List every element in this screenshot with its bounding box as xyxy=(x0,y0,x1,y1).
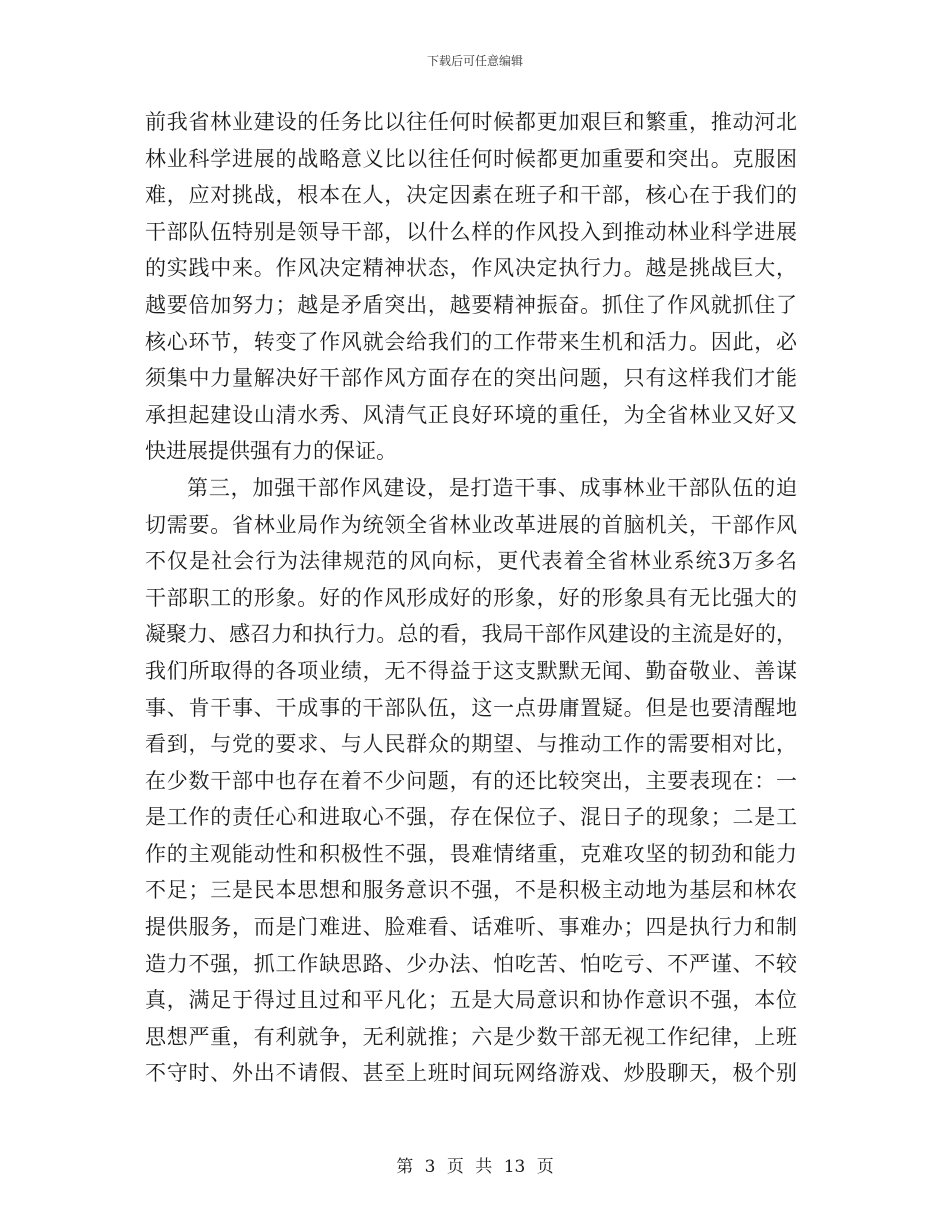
body-line: 作的主观能动性和积极性不强，畏难情绪重，克难攻坚的韧劲和能力 xyxy=(145,841,797,866)
body-line: 思想严重，有利就争，无利就推；六是少数干部无视工作纪律，上班 xyxy=(145,1024,797,1049)
body-line: 造力不强，抓工作缺思路、少办法、怕吃苦、怕吃亏、不严谨、不较 xyxy=(145,951,797,976)
body-line: 难，应对挑战，根本在人，决定因素在班子和干部，核心在于我们的 xyxy=(145,183,797,208)
body-line: 切需要。省林业局作为统领全省林业改革进展的首脑机关，干部作风 xyxy=(145,512,797,537)
body-line: 提供服务，而是门难进、脸难看、话难听、事难办；四是执行力和制 xyxy=(145,915,797,940)
body-line: 干部职工的形象。好的作风形成好的形象，好的形象具有无比强大的 xyxy=(145,585,797,610)
body-line: 不仅是社会行为法律规范的风向标，更代表着全省林业系统3万多名 xyxy=(145,549,797,574)
document-body xyxy=(145,104,797,1092)
header-note: 下载后可任意编辑 xyxy=(426,54,523,68)
body-line: 干部队伍特别是领导干部，以什么样的作风投入到推动林业科学进展 xyxy=(145,219,797,244)
body-line: 事、肯干事、干成事的干部队伍，这一点毋庸置疑。但是也要清醒地 xyxy=(145,695,797,720)
paragraph-start-line: 第三，加强干部作风建设，是打造干事、成事林业干部队伍的迫 xyxy=(187,475,797,500)
body-line: 前我省林业建设的任务比以往任何时候都更加艰巨和繁重，推动河北 xyxy=(145,110,797,134)
body-line: 不守时、外出不请假、甚至上班时间玩网络游戏、炒股聊天，极个别 xyxy=(145,1061,797,1086)
body-line: 林业科学进展的战略意义比以往任何时候都更加重要和突出。克服困 xyxy=(145,146,797,171)
body-line: 核心环节，转变了作风就会给我们的工作带来生机和活力。因此，必 xyxy=(145,329,797,354)
body-line: 越要倍加努力；越是矛盾突出，越要精神振奋。抓住了作风就抓住了 xyxy=(145,292,797,317)
body-line: 快进展提供强有力的保证。 xyxy=(145,439,397,464)
page-number: 第 3 页 共 13 页 xyxy=(396,1157,554,1177)
body-line: 是工作的责任心和进取心不强，存在保位子、混日子的现象；二是工 xyxy=(145,805,797,830)
body-line: 真，满足于得过且过和平凡化；五是大局意识和协作意识不强，本位 xyxy=(145,988,797,1013)
body-line: 我们所取得的各项业绩，无不得益于这支默默无闻、勤奋敬业、善谋 xyxy=(145,658,797,683)
body-line: 在少数干部中也存在着不少问题，有的还比较突出，主要表现在：一 xyxy=(145,768,797,793)
body-line: 不足；三是民本思想和服务意识不强，不是积极主动地为基层和林农 xyxy=(145,878,797,903)
body-line: 凝聚力、感召力和执行力。总的看，我局干部作风建设的主流是好的， xyxy=(145,622,797,647)
body-line: 承担起建设山清水秀、风清气正良好环境的重任，为全省林业又好又 xyxy=(145,402,797,427)
body-line: 的实践中来。作风决定精神状态，作风决定执行力。越是挑战巨大， xyxy=(145,256,797,281)
body-line: 须集中力量解决好干部作风方面存在的突出问题，只有这样我们才能 xyxy=(145,366,797,391)
body-line: 看到，与党的要求、与人民群众的期望、与推动工作的需要相对比， xyxy=(145,732,797,757)
